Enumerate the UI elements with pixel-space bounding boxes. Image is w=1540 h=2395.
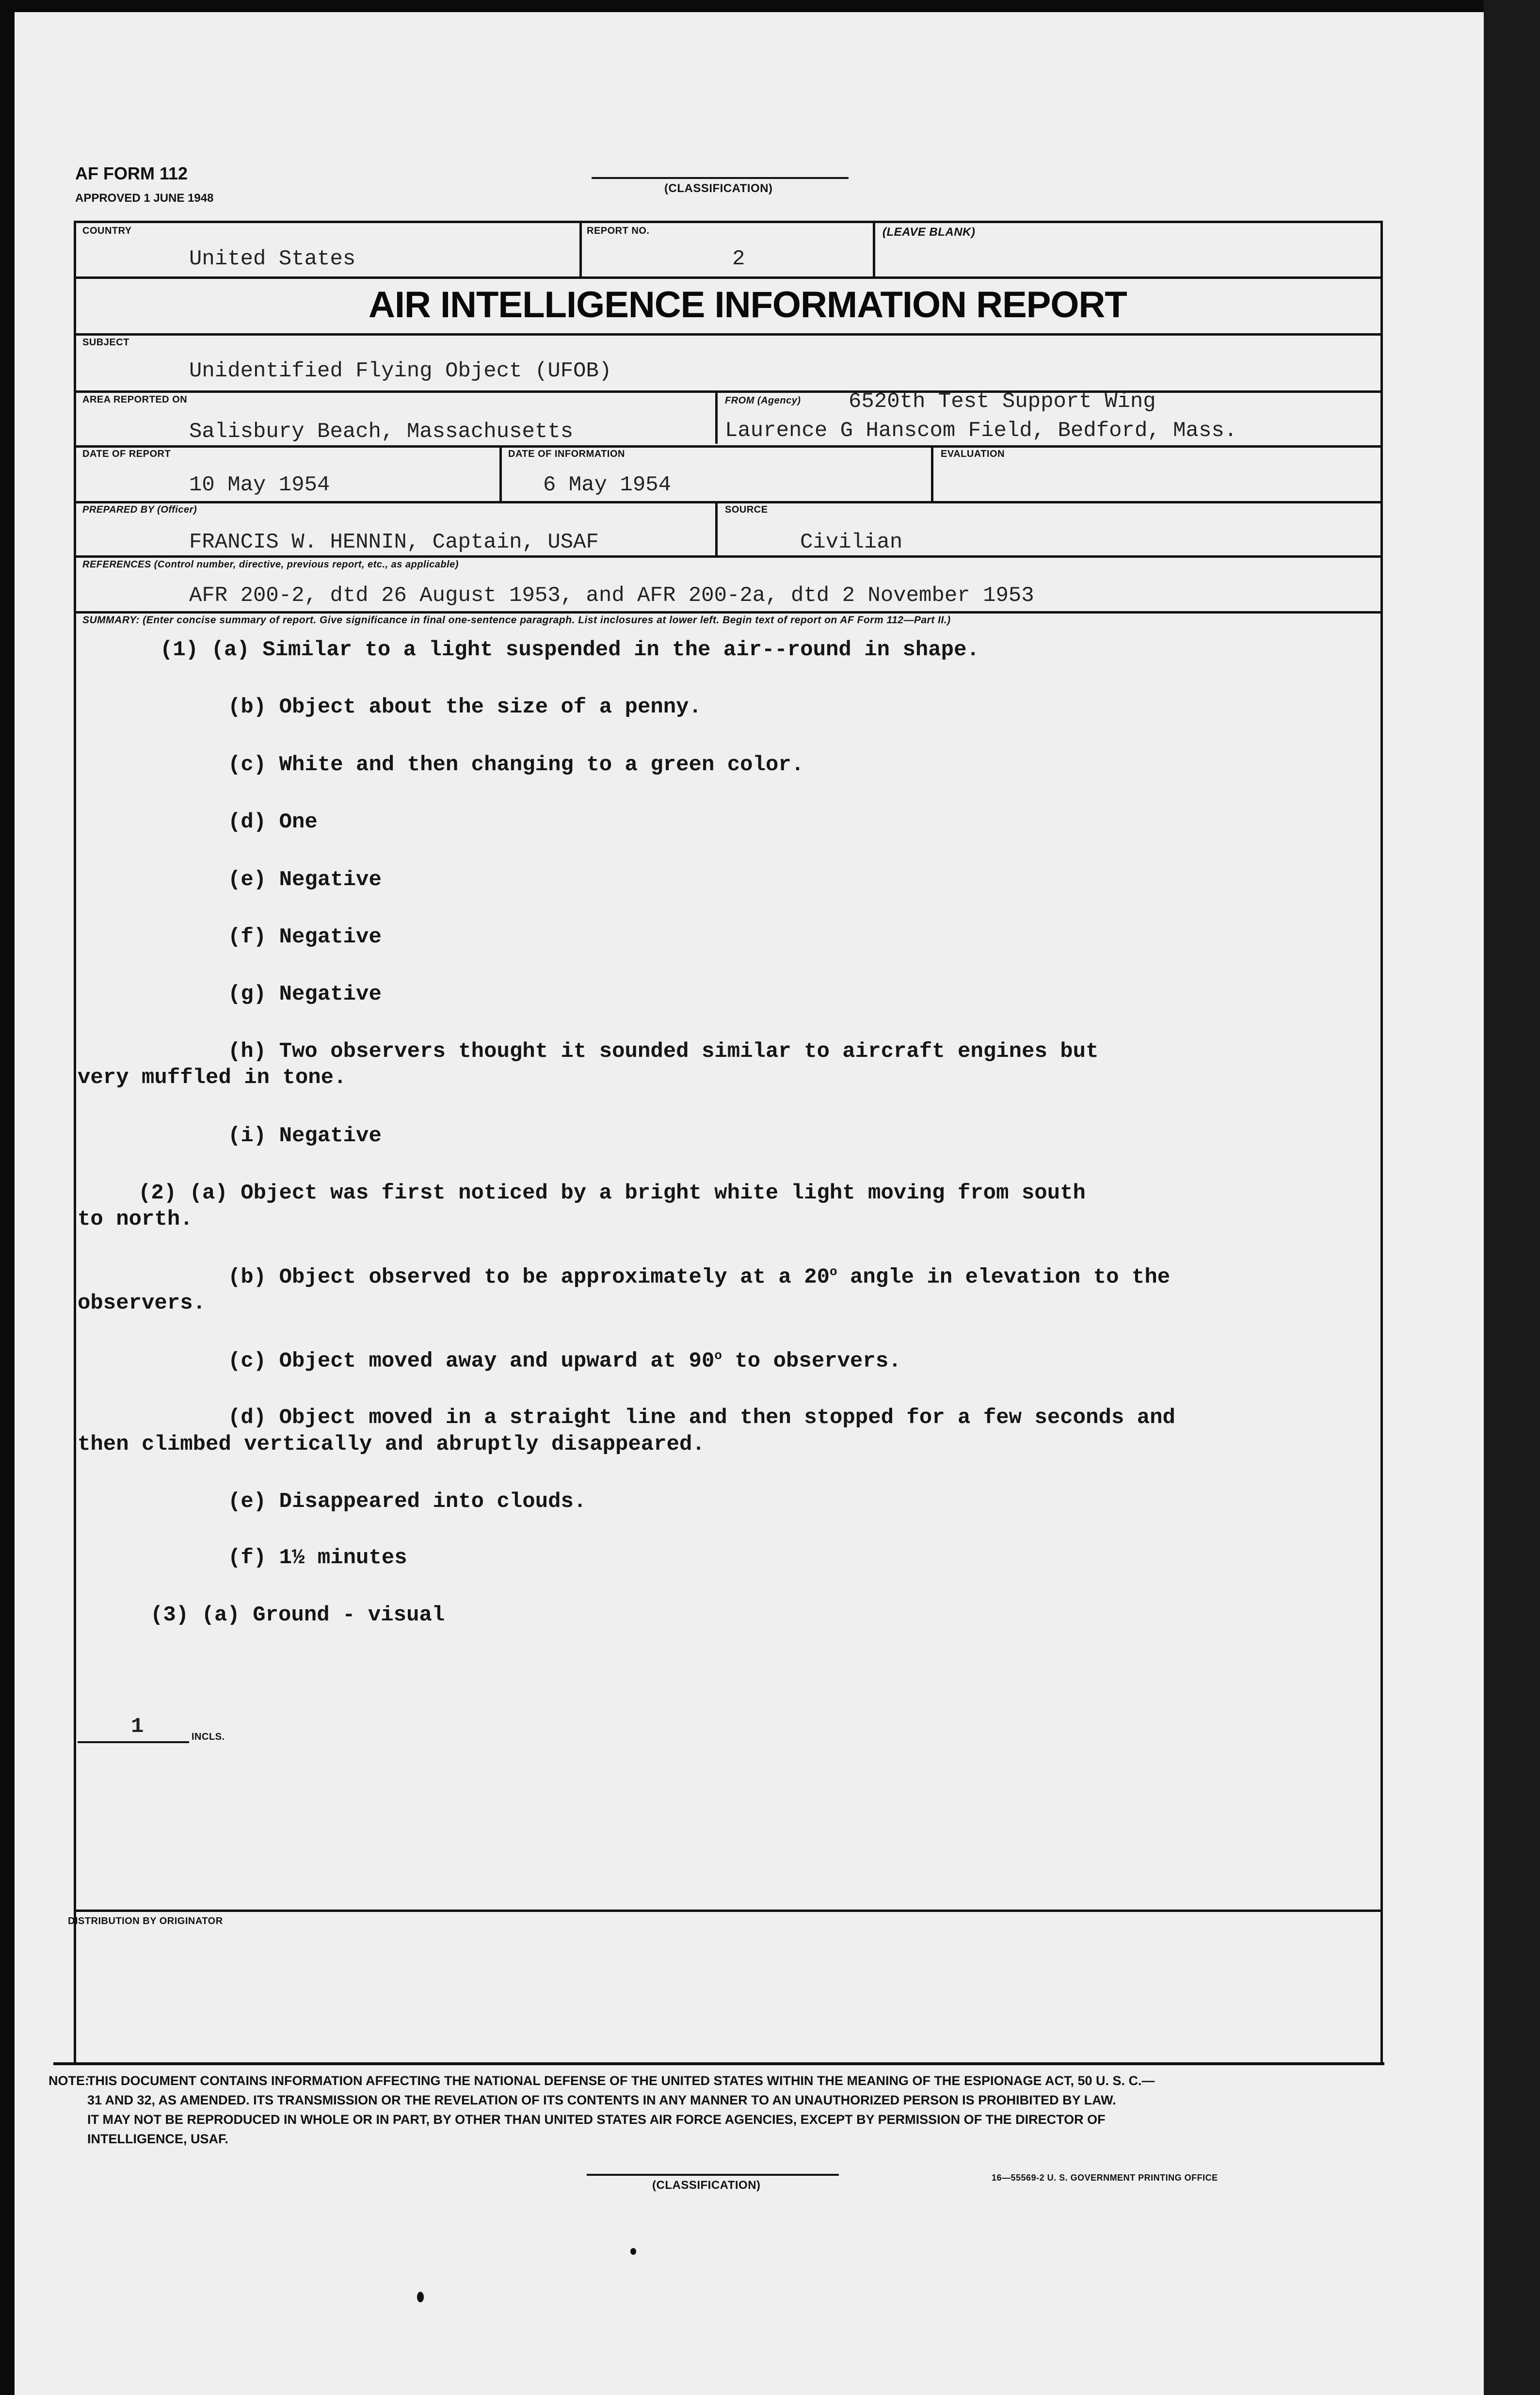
classification-top: (CLASSIFICATION) <box>664 182 773 195</box>
from-line1: 6520th Test Support Wing <box>849 389 1156 414</box>
form-border-top <box>74 221 1383 223</box>
row-line <box>74 333 1383 336</box>
divider <box>931 445 933 502</box>
summary-1a: (1) (a) Similar to a light suspended in the air--round in shape. <box>160 638 979 662</box>
degree-mark: o <box>830 1264 837 1279</box>
report-no-label: REPORT NO. <box>587 226 650 236</box>
report-title: AIR INTELLIGENCE INFORMATION REPORT <box>369 284 1127 325</box>
from-label: FROM (Agency) <box>725 395 801 406</box>
divider <box>873 221 875 279</box>
summary-3a: (3) (a) Ground - visual <box>150 1603 445 1627</box>
prepared-label: PREPARED BY (Officer) <box>82 504 197 515</box>
date-report-label: DATE OF REPORT <box>82 449 171 459</box>
evaluation-label: EVALUATION <box>941 449 1005 459</box>
degree-mark: o <box>714 1348 722 1363</box>
leave-blank-label: (LEAVE BLANK) <box>882 226 976 239</box>
classification-line-top <box>592 177 849 179</box>
form-border-bottom <box>53 2062 1384 2065</box>
summary-1e: (e) Negative <box>228 868 382 892</box>
row-line <box>74 555 1383 558</box>
note-line1: THIS DOCUMENT CONTAINS INFORMATION AFFECTING THE NATIONAL DEFENSE OF THE UNITED STATES WITHIN THE MEANING OF THE ESPIONAGE ACT, 50 U. S. C.— <box>87 2073 1155 2088</box>
summary-1c: (c) White and then changing to a green color. <box>228 753 804 777</box>
summary-1i: (i) Negative <box>228 1124 382 1148</box>
summary-1f: (f) Negative <box>228 925 382 949</box>
summary-1h-line2: very muffled in tone. <box>78 1066 347 1090</box>
row-line <box>74 1910 1383 1912</box>
summary-label: SUMMARY: (Enter concise summary of report. Give significance in final one-sentence paragraph. List inclosures at lower left. Begin text of report on AF Form 112—Part II.) <box>82 615 951 626</box>
prepared-value: FRANCIS W. HENNIN, Captain, USAF <box>189 530 599 554</box>
form-border-left <box>74 221 76 2065</box>
subject-value: Unidentified Flying Object (UFOB) <box>189 359 612 383</box>
summary-2b-line1 <box>228 1264 1170 1290</box>
area-label: AREA REPORTED ON <box>82 394 188 405</box>
row-line <box>74 390 1383 393</box>
summary-1g: (g) Negative <box>228 982 382 1006</box>
scanner-dark-edge <box>1484 0 1540 2395</box>
ink-speck <box>417 2292 424 2302</box>
summary-2f-text-b: minutes <box>305 1546 407 1570</box>
document-page <box>15 12 1484 2395</box>
summary-1b: (b) Object about the size of a penny. <box>228 695 702 719</box>
summary-2d-line2: then climbed vertically and abruptly disappeared. <box>78 1432 705 1456</box>
ink-speck <box>630 2248 636 2255</box>
summary-2c-text-b: to observers. <box>722 1349 901 1374</box>
note-line4: INTELLIGENCE, USAF. <box>87 2132 229 2146</box>
incls-label: INCLS. <box>192 1732 225 1742</box>
summary-2b-text-a: (b) Object observed to be approximately at a 20 <box>228 1265 830 1290</box>
form-approved: APPROVED 1 JUNE 1948 <box>75 192 214 205</box>
summary-2a-line1: (2) (a) Object was first noticed by a bright white light moving from south <box>138 1181 1086 1205</box>
summary-2c <box>228 1348 901 1374</box>
fraction-half: ½ <box>292 1546 305 1570</box>
note-line3: IT MAY NOT BE REPRODUCED IN WHOLE OR IN PART, BY OTHER THAN UNITED STATES AIR FORCE AGENCIES, EXCEPT BY PERMISSION OF THE DIRECTOR OF <box>87 2112 1106 2127</box>
summary-2b-text-b: angle in elevation to the <box>837 1265 1171 1290</box>
row-line <box>74 445 1383 448</box>
report-no-value: 2 <box>732 247 745 271</box>
divider <box>579 221 582 279</box>
note-line2: 31 AND 32, AS AMENDED. ITS TRANSMISSION OR THE REVELATION OF ITS CONTENTS IN ANY MANNER TO AN UNAUTHORIZED PERSON IS PROHIBITED BY LAW. <box>87 2093 1116 2107</box>
summary-2e: (e) Disappeared into clouds. <box>228 1489 587 1514</box>
source-label: SOURCE <box>725 504 768 515</box>
printer-mark: 16—55569-2 U. S. GOVERNMENT PRINTING OFFICE <box>992 2173 1218 2183</box>
divider <box>499 445 502 502</box>
incls-count: 1 <box>131 1715 144 1739</box>
summary-2f-text-a: (f) 1 <box>228 1546 292 1570</box>
divider <box>715 390 718 444</box>
form-id: AF FORM 112 <box>75 163 188 183</box>
summary-2d-line1: (d) Object moved in a straight line and then stopped for a few seconds and <box>228 1406 1175 1430</box>
incls-line <box>78 1741 189 1743</box>
source-value: Civilian <box>800 530 903 554</box>
references-value: AFR 200-2, dtd 26 August 1953, and AFR 200-2a, dtd 2 November 1953 <box>189 583 1034 608</box>
country-label: COUNTRY <box>82 226 132 236</box>
date-info-label: DATE OF INFORMATION <box>508 449 625 459</box>
divider <box>715 501 718 557</box>
date-info-value: 6 May 1954 <box>543 473 672 497</box>
from-line2: Laurence G Hanscom Field, Bedford, Mass. <box>725 419 1237 443</box>
summary-2a-line2: to north. <box>78 1207 193 1231</box>
summary-2c-text-a: (c) Object moved away and upward at 90 <box>228 1349 715 1374</box>
summary-2b-line2: observers. <box>78 1291 206 1315</box>
summary-2f <box>228 1546 407 1570</box>
row-line <box>74 611 1383 614</box>
row-line <box>74 501 1383 503</box>
classification-line-bottom <box>587 2174 839 2176</box>
row-line <box>74 276 1383 279</box>
classification-bottom: (CLASSIFICATION) <box>652 2179 761 2192</box>
distribution-label: DISTRIBUTION BY ORIGINATOR <box>68 1916 223 1926</box>
subject-label: SUBJECT <box>82 337 129 348</box>
references-label: REFERENCES (Control number, directive, previous report, etc., as applicable) <box>82 559 459 570</box>
country-value: United States <box>189 247 356 271</box>
summary-1d: (d) One <box>228 810 318 834</box>
date-report-value: 10 May 1954 <box>189 473 330 497</box>
area-value: Salisbury Beach, Massachusetts <box>189 420 574 444</box>
summary-1h-line1: (h) Two observers thought it sounded similar to aircraft engines but <box>228 1039 1099 1064</box>
form-border-right <box>1380 221 1383 2065</box>
note-label: NOTE: <box>48 2073 89 2088</box>
